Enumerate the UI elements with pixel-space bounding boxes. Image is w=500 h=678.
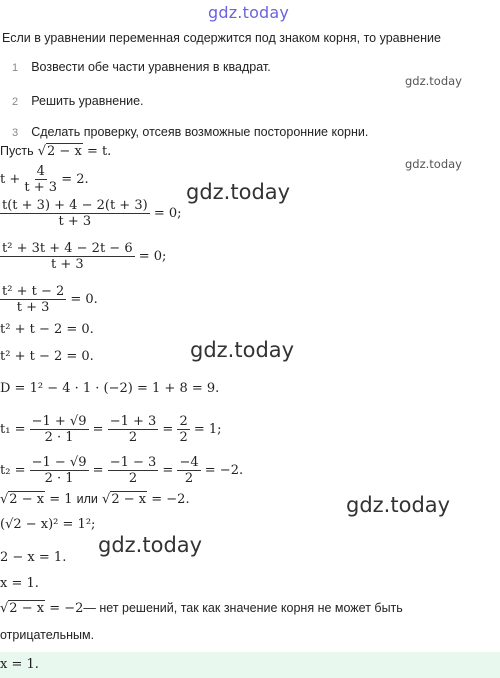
sqrt-expression: √2 − x — [0, 492, 45, 507]
equation-line: t² + t − 2 = 0. — [0, 349, 94, 364]
let-word: Пусть — [0, 144, 34, 158]
fraction: $\frac{\text{t² + t − 2}}{t + 3}$ — [2, 284, 65, 315]
step-number: 1 — [12, 62, 19, 74]
fraction: $\frac{t(t + 3) + 4 - 2(t + 3)}{t + 3}$ — [2, 198, 148, 229]
negative-root-line: √2 − x = −2— нет решений, так как значение корня не может быть — [0, 601, 403, 616]
equation-line: t² + t − 2 = 0. — [0, 322, 94, 337]
step-item — [12, 121, 368, 140]
sqrt-expression: √2 − x — [102, 492, 147, 507]
fraction: $\frac{4}{t + 3}$ — [24, 164, 58, 195]
root-t1-line: t₁ = $\frac{-1 + √9}{2 \cdot 1}$ = $\frac{-1 + 3}{2}$ = $\frac{2}{2}$ = 1; — [0, 414, 222, 445]
fraction: $\frac{-4}{2}$ — [179, 455, 199, 486]
linear-line: x = 1. — [0, 576, 39, 591]
step-number: 3 — [12, 127, 19, 139]
let-eq: = t. — [86, 144, 112, 159]
negative-root-text: отрицательным. — [0, 628, 95, 642]
step-text: Сделать проверку, отсеяв возможные посторонние корни. — [31, 125, 369, 139]
squared-line: (√2 − x)² = 1²; — [0, 517, 96, 532]
fraction: $\frac{\text{t² + 3t + 4 − 2t − 6}}{t + 3}$ — [2, 241, 133, 272]
step-text: Решить уравнение. — [31, 94, 144, 108]
sqrt-expression: √2 − x — [0, 601, 45, 616]
linear-line: 2 − x = 1. — [0, 550, 67, 565]
let-line — [0, 144, 111, 159]
watermark-large: gdz.today — [190, 338, 295, 362]
intro-text: Если в уравнении переменная содержится под знаком корня, то уравнение — [2, 31, 441, 45]
watermark-large: gdz.today — [186, 180, 291, 204]
watermark-large: gdz.today — [346, 493, 451, 517]
step-item — [12, 90, 144, 109]
fraction: $\frac{-1 - 3}{2}$ — [109, 455, 157, 486]
equation-line: t + $\frac{4}{t + 3}$ = 2. — [0, 164, 89, 195]
watermark-small: gdz.today — [405, 157, 462, 171]
answer-box — [0, 652, 500, 678]
step-number: 2 — [12, 96, 19, 108]
step-text: Возвести обе части уравнения в квадрат. — [31, 60, 271, 74]
fraction: $\frac{-1 - √9}{2 \cdot 1}$ — [31, 455, 87, 486]
watermark-top: gdz.today — [208, 3, 290, 22]
sqrt-cases-line: √2 − x = 1 или √2 − x = −2. — [0, 492, 190, 507]
fraction: $\frac{-1 + 3}{2}$ — [109, 414, 157, 445]
fraction: $\frac{-1 + √9}{2 \cdot 1}$ — [31, 414, 87, 445]
fraction: $\frac{2}{2}$ — [179, 414, 188, 445]
discriminant-line: D = 1² − 4 · 1 · (−2) = 1 + 8 = 9. — [0, 381, 220, 396]
equation-line: $\frac{\text{t² + t − 2}}{t + 3}$ = 0. — [2, 284, 98, 315]
watermark-large: gdz.today — [98, 533, 203, 557]
equation-line: $\frac{\text{t² + 3t + 4 − 2t − 6}}{t + 3}$ = 0; — [2, 241, 167, 272]
root-t2-line: t₂ = $\frac{-1 - √9}{2 \cdot 1}$ = $\frac{-1 - 3}{2}$ = $\frac{-4}{2}$ = −2. — [0, 455, 244, 486]
equation-line: $\frac{t(t + 3) + 4 - 2(t + 3)}{t + 3}$ = 0; — [2, 198, 182, 229]
answer-text: x = 1. — [0, 657, 39, 672]
step-item — [12, 56, 271, 75]
watermark-small: gdz.today — [405, 74, 462, 88]
sqrt-expression: √2 − x — [37, 144, 82, 159]
